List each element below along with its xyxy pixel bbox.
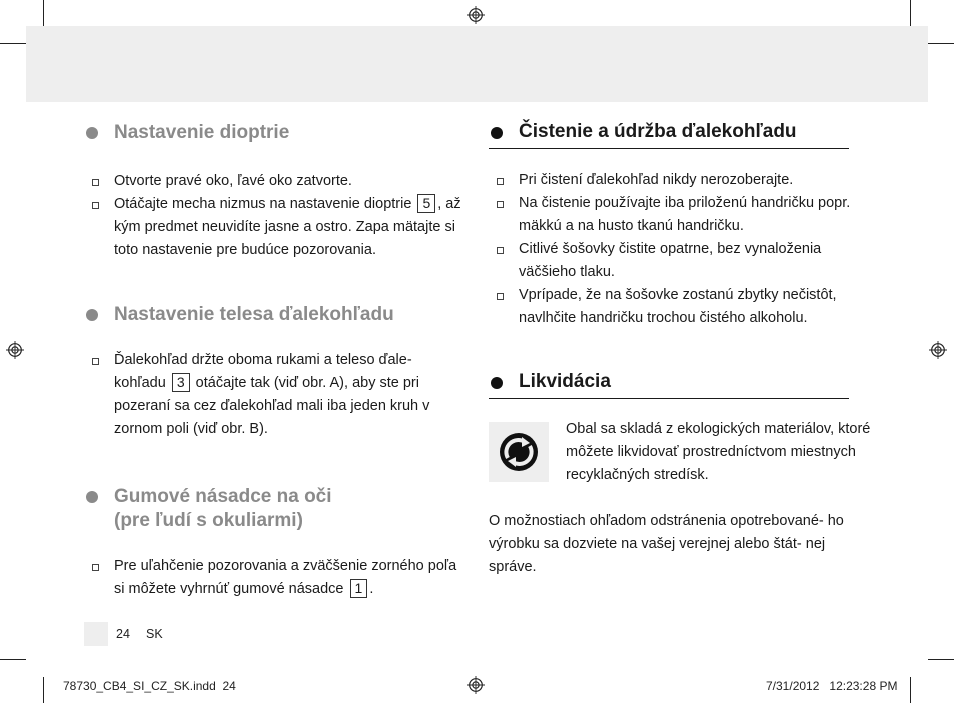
crop-mark-bl-v bbox=[43, 677, 44, 703]
list-item bbox=[90, 349, 465, 441]
slug-file bbox=[63, 679, 236, 693]
page-tab bbox=[84, 622, 108, 646]
list-item bbox=[495, 169, 865, 192]
diopter-list bbox=[90, 170, 470, 262]
checkbox-square-icon bbox=[497, 247, 504, 254]
slug-page: 24 bbox=[222, 679, 236, 693]
part-reference-number: 5 bbox=[417, 194, 435, 213]
slug-datetime bbox=[766, 679, 897, 693]
section-title-line: Gumové násadce na oči bbox=[114, 486, 332, 507]
slug-date: 7/31/2012 bbox=[766, 679, 820, 693]
cleaning-list bbox=[495, 169, 865, 330]
heading-rule bbox=[489, 148, 849, 149]
list-item-text: . bbox=[369, 581, 374, 597]
section-title-disposal: Likvidácia bbox=[519, 371, 611, 392]
crop-mark-br-h bbox=[928, 659, 954, 660]
section-title-cleaning: Čistenie a údržba ďalekohľadu bbox=[519, 121, 797, 142]
registration-mark-right-icon bbox=[929, 341, 947, 359]
list-item bbox=[90, 555, 465, 601]
section-title-line: (pre ľudí s okuliarmi) bbox=[114, 510, 303, 531]
page-number: 24 bbox=[116, 627, 130, 641]
slug-filename: 78730_CB4_SI_CZ_SK.indd bbox=[63, 679, 216, 693]
list-item bbox=[90, 170, 470, 193]
list-item-text: Pri čistení ďalekohľad nikdy nerozoberajte. bbox=[519, 172, 794, 188]
crop-mark-br-v bbox=[910, 677, 911, 703]
list-item-text: Citlivé šošovky čistite opatrne, bez vynaloženia väčšieho tlaku. bbox=[519, 241, 822, 280]
list-item-text: Ďalekohľad držte oboma rukami a teleso ďale- kohľadu bbox=[114, 352, 412, 391]
slug-time: 12:23:28 PM bbox=[829, 679, 898, 693]
list-item-text: otáčajte tak (viď obr. A), aby ste pri pozeraní sa cez ďalekohľad mali iba jeden kruh v zornom poli (viď obr. B). bbox=[114, 375, 430, 437]
checkbox-square-icon bbox=[92, 358, 99, 365]
body-list bbox=[90, 349, 465, 441]
list-item-text: Vprípade, že na šošovke zostanú zbytky nečistôt, navlhčite handričku trochou čistého alkoholu. bbox=[519, 287, 837, 326]
disposal-paragraph: O možnostiach ohľadom odstránenia opotrebované- ho výrobku sa dozviete na vašej verejnej alebo štát- nej správe. bbox=[489, 513, 844, 575]
section-bullet-icon bbox=[491, 127, 503, 139]
list-item bbox=[90, 193, 470, 262]
crop-mark-tl-v bbox=[43, 0, 44, 26]
crop-mark-tr-v bbox=[910, 0, 911, 26]
recycling-green-dot-icon bbox=[489, 422, 549, 482]
list-item bbox=[495, 238, 865, 284]
section-title-eyecups bbox=[114, 485, 332, 533]
list-item-text: , až kým predmet neuvidíte jasne a ostro. Zapa mätajte si toto nastavenie pre budúce pozorovania. bbox=[114, 196, 461, 258]
part-reference-number: 3 bbox=[172, 373, 190, 392]
checkbox-square-icon bbox=[92, 179, 99, 186]
section-title-diopter: Nastavenie dioptrie bbox=[114, 122, 290, 143]
section-bullet-icon bbox=[86, 309, 98, 321]
section-bullet-icon bbox=[86, 491, 98, 503]
checkbox-square-icon bbox=[497, 201, 504, 208]
list-item-text: Na čistenie používajte iba priloženú handričku popr. mäkkú a na husto tkanú handričku. bbox=[519, 195, 851, 234]
checkbox-square-icon bbox=[497, 293, 504, 300]
crop-mark-tl-h bbox=[0, 43, 26, 44]
part-reference-number: 1 bbox=[350, 579, 368, 598]
checkbox-square-icon bbox=[497, 178, 504, 185]
registration-mark-left-icon bbox=[6, 341, 24, 359]
registration-mark-bottom-icon bbox=[467, 676, 485, 694]
registration-mark-top-icon bbox=[467, 6, 485, 24]
disposal-text: Obal sa skladá z ekologických materiálov, ktoré môžete likvidovať prostredníctvom miestnych recyklačných stredísk. bbox=[566, 421, 871, 483]
header-band bbox=[26, 26, 928, 102]
checkbox-square-icon bbox=[92, 202, 99, 209]
list-item bbox=[495, 284, 865, 330]
list-item-text: Otáčajte mecha nizmus na nastavenie dioptrie bbox=[114, 196, 412, 212]
section-title-body: Nastavenie telesa ďalekohľadu bbox=[114, 304, 394, 325]
list-item-text: Pre uľahčenie pozorovania a zväčšenie zorného poľa si môžete vyhrnúť gumové násadce bbox=[114, 558, 457, 597]
section-bullet-icon bbox=[491, 377, 503, 389]
list-item-text: Otvorte pravé oko, ľavé oko zatvorte. bbox=[114, 173, 352, 189]
list-item bbox=[495, 192, 865, 238]
checkbox-square-icon bbox=[92, 564, 99, 571]
crop-mark-bl-h bbox=[0, 659, 26, 660]
section-bullet-icon bbox=[86, 127, 98, 139]
page-language: SK bbox=[146, 627, 163, 641]
heading-rule bbox=[489, 398, 849, 399]
eyecups-list bbox=[90, 555, 465, 601]
crop-mark-tr-h bbox=[928, 43, 954, 44]
